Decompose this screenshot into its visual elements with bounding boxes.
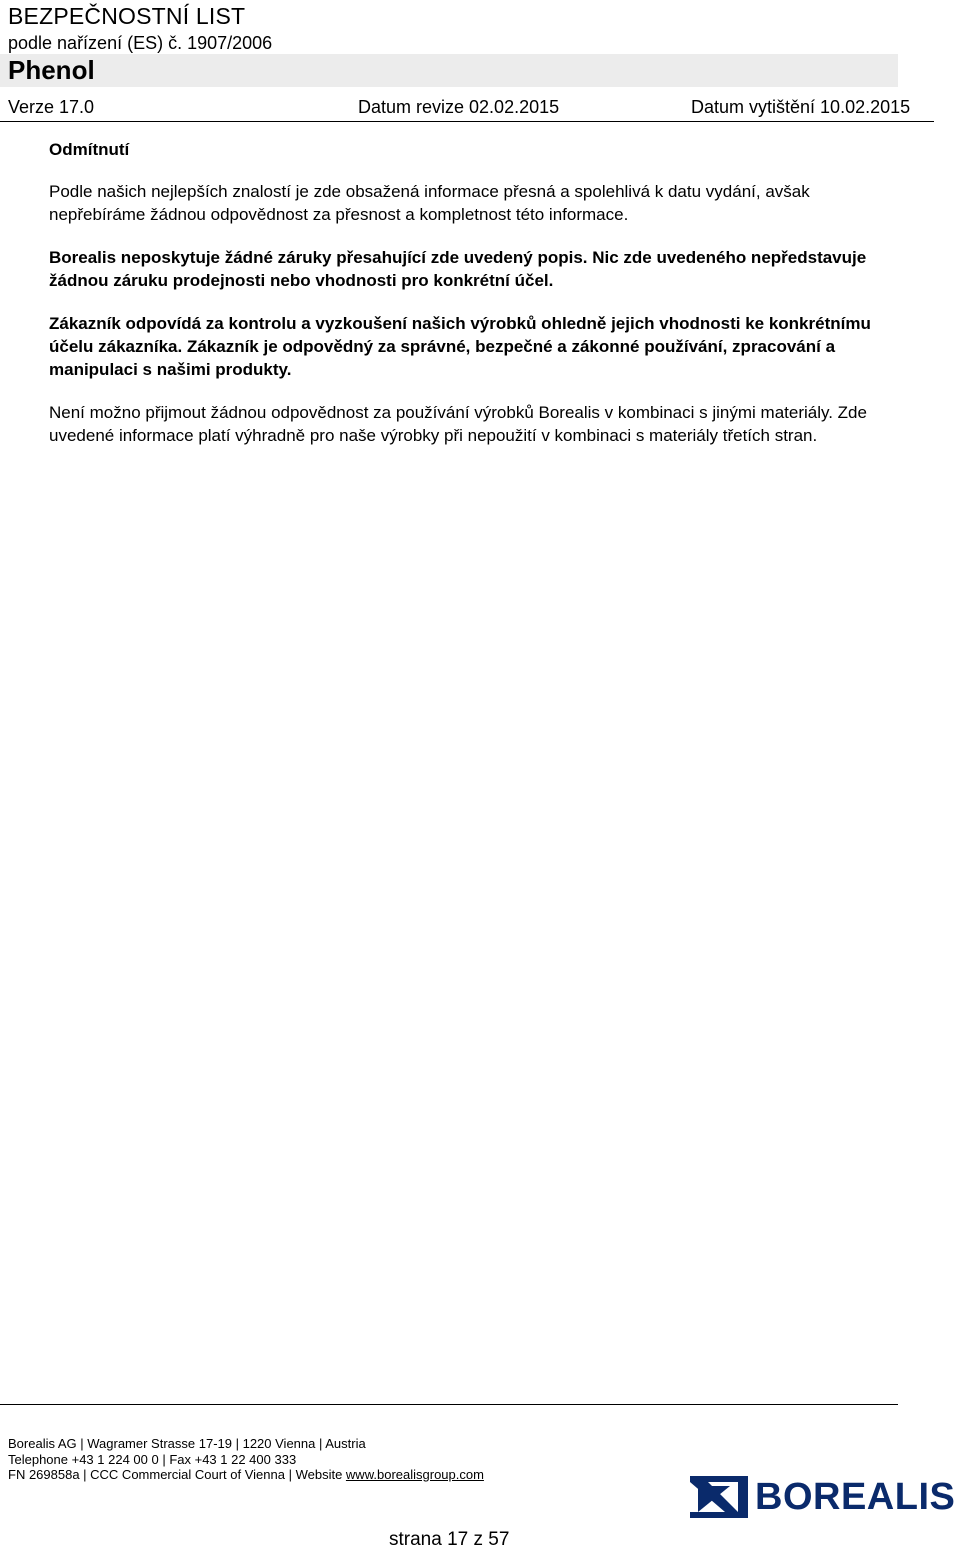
- product-name-bar: [0, 54, 898, 87]
- company-registry: [8, 1467, 484, 1482]
- company-address: Borealis AG | Wagramer Strasse 17-19 | 1220 Vienna | Austria: [8, 1436, 366, 1451]
- revision-date: Datum revize 02.02.2015: [358, 97, 560, 117]
- borealis-logo-wordmark: BOREALIS: [755, 1476, 956, 1518]
- disclaimer-paragraph-3: Zákazník odpovídá za kontrolu a vyzkoušení našich výrobků ohledně jejich vhodnosti ke konkrétnímu účelu zákazníka. Zákazník je odpovědný za správné, bezpečné a zákonné používání, zpracování a manipulaci s našimi produkty.: [49, 314, 871, 379]
- print-date: Datum vytištění 10.02.2015: [691, 97, 911, 117]
- footer-divider: [0, 1404, 898, 1405]
- website-link[interactable]: www.borealisgroup.com: [345, 1467, 484, 1482]
- version-label: Verze 17.0: [8, 97, 95, 117]
- disclaimer-section: [49, 140, 879, 467]
- product-name: Phenol: [8, 55, 95, 85]
- document-title: BEZPEČNOSTNÍ LIST: [8, 3, 246, 29]
- regulation-reference: podle nařízení (ES) č. 1907/2006: [8, 33, 273, 53]
- registry-text: FN 269858a | CCC Commercial Court of Vienna | Website: [8, 1467, 346, 1482]
- section-title: Odmítnutí: [49, 140, 130, 159]
- page-number: strana 17 z 57: [389, 1529, 510, 1550]
- company-phone: Telephone +43 1 224 00 0 | Fax +43 1 22 400 333: [8, 1452, 297, 1467]
- disclaimer-paragraph-1: Podle našich nejlepších znalostí je zde obsažená informace přesná a spolehlivá k datu vydání, avšak nepřebíráme žádnou odpovědnost za přesnost a kompletnost této informace.: [49, 182, 810, 224]
- disclaimer-paragraph-4: Není možno přijmout žádnou odpovědnost za používání výrobků Borealis v kombinaci s jinými materiály. Zde uvedené informace platí výhradně pro naše výrobky při nepoužití v kombinaci s materiály třetích stran.: [49, 403, 867, 445]
- disclaimer-paragraph-2: Borealis neposkytuje žádné záruky přesahující zde uvedený popis. Nic zde uvedeného nepředstavuje žádnou záruku prodejnosti nebo vhodnosti pro konkrétní účel.: [49, 248, 867, 290]
- header-divider: [0, 121, 934, 122]
